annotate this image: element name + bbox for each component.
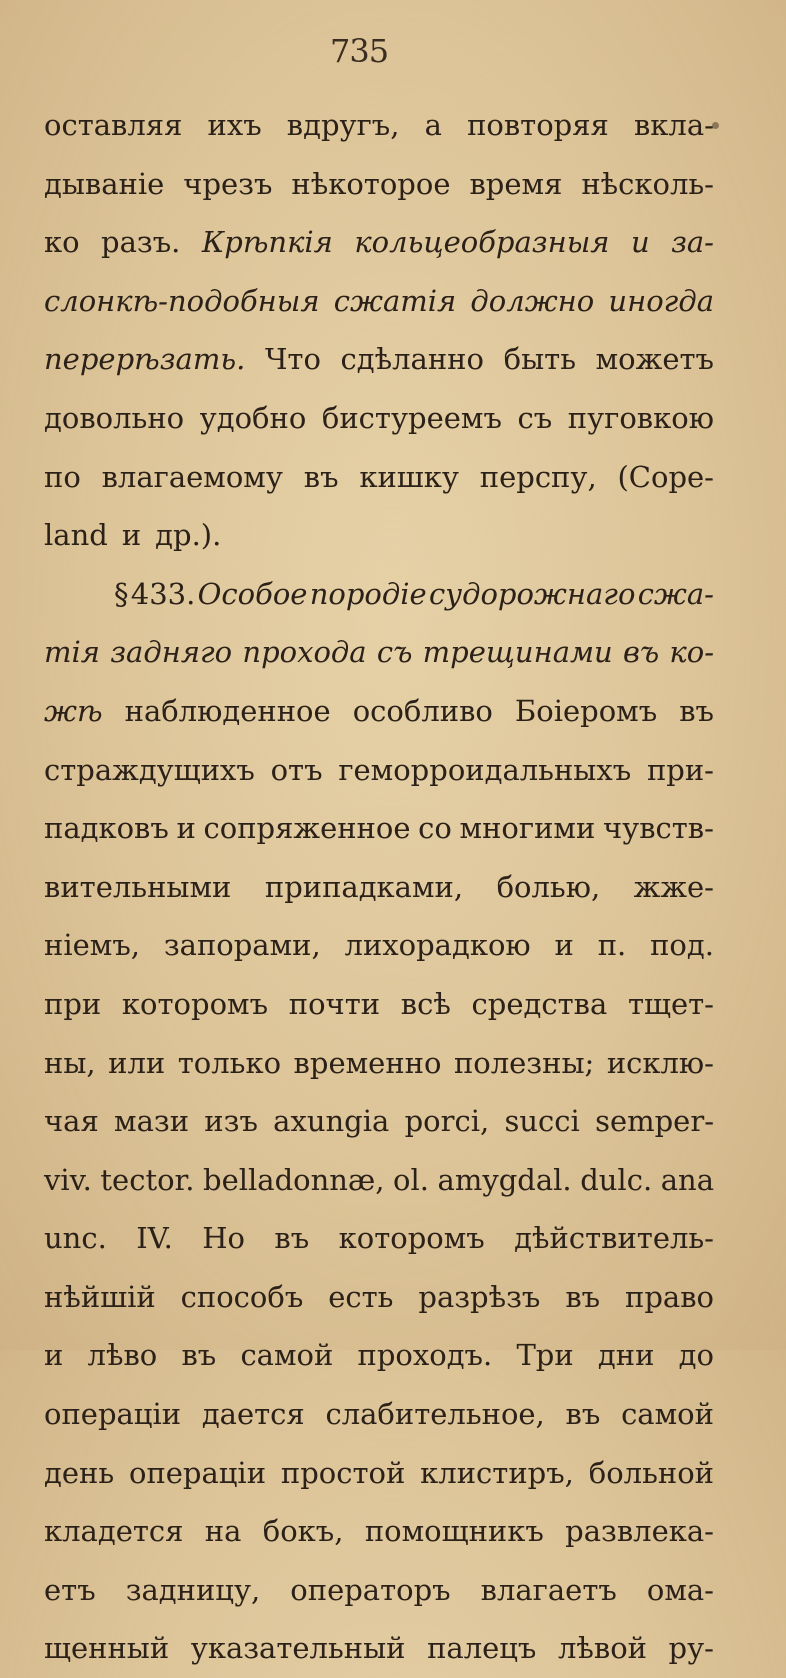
word: при- [646, 752, 714, 787]
italic-word: жѣ [44, 693, 103, 728]
word: и [176, 811, 196, 846]
word: Но [202, 1221, 245, 1256]
word: на [204, 1514, 242, 1549]
word: особливо [352, 693, 493, 728]
word: есть [328, 1279, 394, 1314]
text-line [44, 1326, 714, 1385]
word: проходъ. [357, 1338, 493, 1373]
word: въ [274, 1221, 310, 1256]
text-line [44, 1561, 714, 1620]
word: amygdal. [437, 1162, 572, 1197]
word: ру- [668, 1631, 714, 1666]
italic-word: кольцеобразныя [354, 225, 610, 260]
word: полезны; [453, 1045, 595, 1080]
word: можетъ [595, 342, 714, 377]
word: вительными [44, 869, 232, 904]
word: простой [280, 1455, 406, 1490]
word: тщет- [627, 986, 714, 1021]
text-line [44, 155, 714, 214]
word: день [44, 1455, 115, 1490]
italic-word: сжа- [637, 576, 714, 611]
word: быть [503, 342, 576, 377]
word: отъ [270, 752, 323, 787]
word: клистиръ, [420, 1455, 574, 1490]
word: кишку [359, 459, 459, 494]
word: а [424, 108, 442, 142]
word: мази [114, 1104, 190, 1139]
word: пуговкою [567, 400, 714, 435]
word: п. [597, 928, 627, 963]
word: повторяя [467, 108, 609, 142]
word: дѣйствитель- [514, 1221, 714, 1256]
word: и [554, 928, 574, 963]
text-line [44, 448, 714, 507]
word: операцiи [44, 1397, 182, 1432]
word: сопряженное [203, 811, 411, 846]
text-line [44, 565, 714, 624]
word: етъ [44, 1572, 96, 1607]
word: кладется [44, 1514, 184, 1549]
word: всѣ [400, 986, 451, 1021]
word: геморроидальныхъ [338, 752, 632, 787]
word: axungia [273, 1104, 390, 1139]
word: которомъ [121, 986, 269, 1021]
italic-word: съ [376, 635, 413, 670]
word: которомъ [338, 1221, 485, 1256]
text-line [44, 213, 714, 272]
word: больной [588, 1455, 714, 1490]
word: land [44, 518, 108, 553]
word: вкла- [633, 108, 714, 142]
italic-word: слонкѣ-подобныя [44, 283, 320, 318]
word: слабительное, [325, 1397, 545, 1432]
word: въ [565, 1279, 601, 1314]
italic-word: въ [622, 635, 660, 670]
word: въ [303, 459, 339, 494]
word: въ [565, 1397, 601, 1432]
italic-word: должно [470, 283, 595, 318]
word: сдѣланно [340, 342, 484, 377]
word: страждущихъ [44, 752, 255, 787]
word: Три [516, 1338, 574, 1373]
word: нѣкоторое [291, 166, 451, 201]
word: вдругъ, [286, 108, 400, 142]
word: время [469, 166, 563, 201]
word: дается [201, 1397, 305, 1432]
word: чая [44, 1104, 99, 1139]
word: при [44, 986, 102, 1021]
word: ны, [44, 1045, 96, 1080]
word: указательный [190, 1631, 406, 1666]
word: припадками, [264, 869, 464, 904]
word: succi [504, 1104, 580, 1139]
word: 433. [130, 576, 196, 611]
text-line [44, 916, 714, 975]
word: belladonnæ, [203, 1162, 385, 1197]
word: съ [517, 400, 553, 435]
text-line [44, 1151, 714, 1210]
word: палецъ [427, 1631, 537, 1666]
word: чрезъ [183, 166, 273, 201]
text-line [44, 741, 714, 800]
word: развлека- [565, 1514, 714, 1549]
word: ома- [646, 1572, 714, 1607]
word: ко [44, 225, 80, 260]
word: до [678, 1338, 714, 1373]
word: способъ [180, 1279, 304, 1314]
word: и [44, 1338, 64, 1373]
text-line [44, 1444, 714, 1503]
text-line [44, 1034, 714, 1093]
word: ихъ [207, 108, 262, 142]
text-line [44, 1268, 714, 1327]
text-line [44, 96, 714, 155]
word: болью, [496, 869, 601, 904]
word: изъ [204, 1104, 258, 1139]
word: въ [181, 1338, 217, 1373]
text-line [44, 1209, 714, 1268]
word: др.). [155, 518, 222, 553]
word: влагаетъ [480, 1572, 617, 1607]
italic-word: заднягo [110, 635, 233, 670]
text-line [44, 330, 714, 389]
word: нiемъ, [44, 928, 140, 963]
word: porci, [404, 1104, 490, 1139]
word: разъ. [101, 225, 181, 260]
word: оставляя [44, 108, 183, 142]
italic-word: породiе [309, 576, 427, 611]
italic-word: трещинами [422, 635, 613, 670]
word: unc. [44, 1221, 107, 1256]
word: ana [660, 1162, 714, 1197]
word: исклю- [606, 1045, 714, 1080]
word: перспу, [479, 459, 597, 494]
word: средства [471, 986, 608, 1021]
word: наблюденное [124, 693, 331, 728]
word: щенный [44, 1631, 170, 1666]
italic-word: за- [671, 225, 714, 260]
italic-word: тiя [44, 635, 100, 670]
word: разрѣзъ [418, 1279, 541, 1314]
word: по [44, 459, 81, 494]
word: лѣво [87, 1338, 158, 1373]
word: tector. [100, 1162, 195, 1197]
word: падковъ [44, 811, 169, 846]
word: влагаемому [101, 459, 283, 494]
italic-word: судорожнаго [429, 576, 636, 611]
word: временно [293, 1045, 442, 1080]
word: Бoiеромъ [514, 693, 658, 728]
italic-word: ко- [669, 635, 714, 670]
word: операторъ [290, 1572, 451, 1607]
word: удобно [199, 400, 307, 435]
word: и [121, 518, 142, 553]
italic-word: прохода [242, 635, 367, 670]
italic-word: Крѣпкiя [201, 225, 333, 260]
word: нѣсколь- [581, 166, 714, 201]
text-line [44, 506, 714, 565]
word: IV. [136, 1221, 173, 1256]
word: или [108, 1045, 166, 1080]
word: операцiи [128, 1455, 267, 1490]
word: дыванiе [44, 166, 165, 201]
word: право [625, 1279, 714, 1314]
word: почти [288, 986, 381, 1021]
word: самой [621, 1397, 714, 1432]
word: со [418, 811, 452, 846]
italic-word: и [630, 225, 650, 260]
word: под. [650, 928, 714, 963]
body-text [44, 96, 714, 1678]
text-line [44, 1092, 714, 1151]
word: Что [264, 342, 321, 377]
text-line [44, 975, 714, 1034]
word: многими [459, 811, 596, 846]
text-line [44, 1502, 714, 1561]
italic-word: иногда [608, 283, 714, 318]
word: (Cope- [617, 459, 714, 494]
text-line [44, 389, 714, 448]
word: въ [679, 693, 714, 728]
italic-word: Особое [197, 576, 308, 611]
word: запорами, [163, 928, 321, 963]
word: лѣвой [557, 1631, 647, 1666]
italic-word: сжатiя [333, 283, 457, 318]
word: § [114, 576, 129, 611]
word: довольно [44, 400, 185, 435]
word: самой [240, 1338, 334, 1373]
word: нѣйшiй [44, 1279, 156, 1314]
word: ol. [393, 1162, 429, 1197]
text-line [44, 1385, 714, 1444]
word: бистуреемъ [321, 400, 502, 435]
word: только [177, 1045, 282, 1080]
text-line [44, 682, 714, 741]
text-line [44, 272, 714, 331]
word: лихорадкою [344, 928, 531, 963]
italic-word: перерѣзать. [44, 342, 246, 377]
word: помощникъ [364, 1514, 544, 1549]
word: чувств- [602, 811, 714, 846]
word: dulc. [580, 1162, 653, 1197]
text-line [44, 799, 714, 858]
text-line [44, 858, 714, 917]
word: дни [597, 1338, 655, 1373]
text-line [44, 623, 714, 682]
page-number: 735 [330, 32, 389, 70]
word: viv. [44, 1162, 92, 1197]
word: бокъ, [262, 1514, 344, 1549]
word: semper- [595, 1104, 714, 1139]
word: задницу, [125, 1572, 261, 1607]
text-line [44, 1619, 714, 1678]
word: жже- [633, 869, 714, 904]
